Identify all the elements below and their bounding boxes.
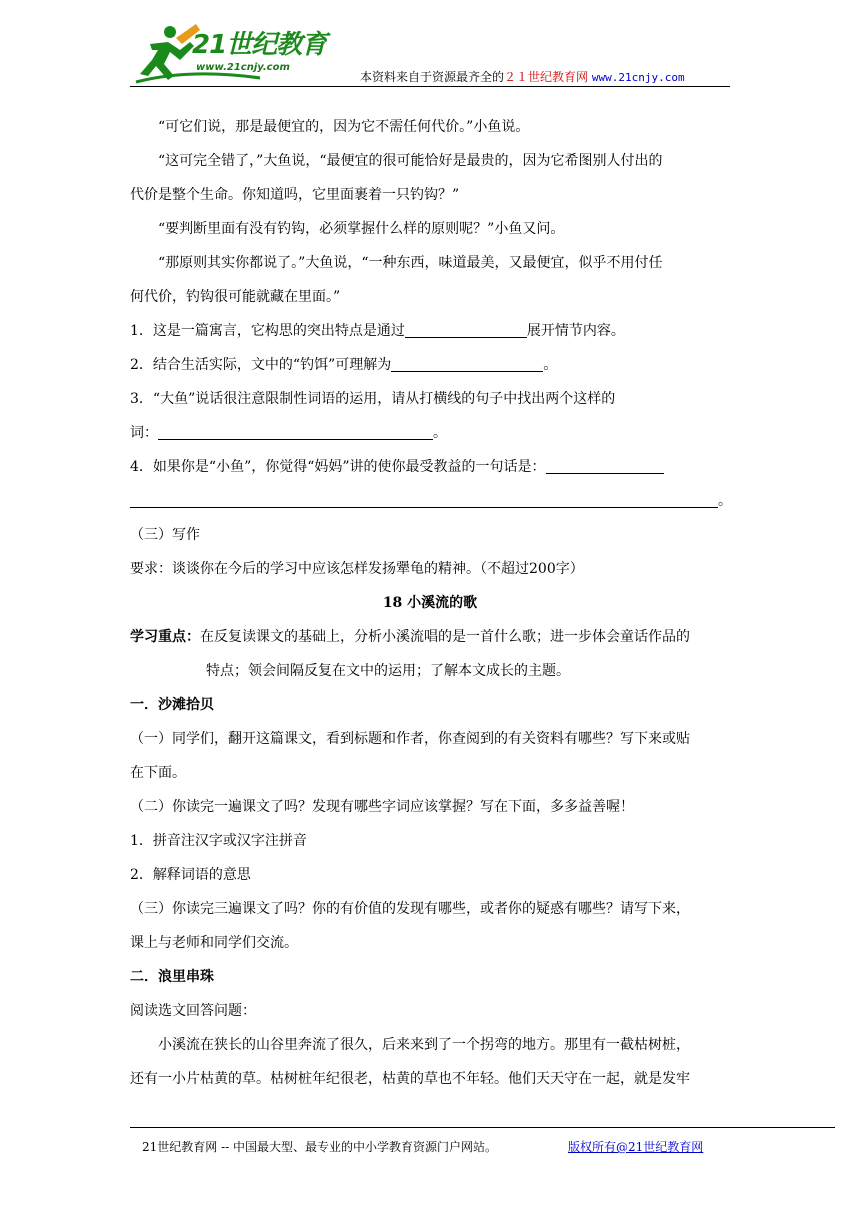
paragraph: “要判断里面有没有钓钩，必须掌握什么样的原则呢？”小鱼又问。 [158, 221, 565, 237]
writing-requirement: 要求：谈谈你在今后的学习中应该怎样发扬犟龟的精神。（不超过200字） [130, 561, 584, 577]
paragraph: 阅读选文回答问题： [130, 1003, 256, 1019]
question-2 [130, 348, 730, 382]
writing-title: （三）写作 [130, 527, 200, 543]
copyright-link[interactable]: 版权所有@21世纪教育网 [568, 1140, 704, 1154]
question-3: 3．“大鱼”说话很注意限制性词语的运用，请从打横线的句子中找出两个这样的 [130, 391, 616, 407]
paragraph: “这可完全错了，”大鱼说，“最便宜的很可能恰好是最贵的，因为它希图别人付出的 [158, 153, 663, 169]
paragraph: （三）你读完三遍课文了吗？你的有价值的发现有哪些，或者你的疑惑有哪些？请写下来， [130, 901, 690, 917]
list-item: 2．解释词语的意思 [130, 867, 251, 883]
study-focus [130, 620, 730, 654]
paragraph: 在下面。 [130, 765, 186, 781]
study-focus-cont: 特点；领会间隔反复在文中的运用；了解本文成长的主题。 [206, 663, 570, 679]
question-4-text: 4．如果你是“小鱼”，你觉得“妈妈”讲的使你最受教益的一句话是： [130, 459, 546, 475]
answer-blank[interactable] [405, 319, 527, 338]
header-note-prefix: 本资料来自于资源最齐全的 [360, 70, 505, 84]
question-2-text: 2．结合生活实际，文中的“钓饵”可理解为 [130, 357, 392, 373]
question-2-tail: 。 [543, 357, 558, 373]
study-focus-label: 学习重点： [130, 629, 200, 645]
section-heading: 一．沙滩拾贝 [130, 697, 214, 713]
question-3-tail: 。 [433, 425, 447, 441]
answer-blank[interactable] [391, 353, 543, 372]
question-3-text: 词： [130, 425, 158, 441]
question-4-tail: 。 [718, 493, 732, 509]
paragraph: “那原则其实你都说了。”大鱼说，“一种东西，味道最美，又最便宜，似乎不用付任 [158, 255, 663, 271]
paragraph: 小溪流在狭长的山谷里奔流了很久，后来来到了一个拐弯的地方。那里有一截枯树桩， [158, 1037, 690, 1053]
paragraph: 课上与老师和同学们交流。 [130, 935, 298, 951]
section-heading: 二．浪里串珠 [130, 969, 214, 985]
page-footer [130, 1127, 835, 1154]
page-header [130, 20, 730, 87]
question-1 [130, 314, 730, 348]
paragraph: 还有一小片枯黄的草。枯树桩年纪很老，枯黄的草也不年轻。他们天天守在一起，就是发牢 [130, 1071, 690, 1087]
header-note-link[interactable]: www.21cnjy.com [591, 71, 685, 84]
list-item: 1．拼音注汉字或汉字注拼音 [130, 833, 307, 849]
lesson-title: 18 小溪流的歌 [382, 595, 478, 611]
answer-blank[interactable] [546, 455, 664, 474]
paragraph: （二）你读完一遍课文了吗？发现有哪些字词应该掌握？写在下面，多多益善喔！ [130, 799, 634, 815]
question-4-cont [130, 484, 730, 518]
answer-blank[interactable] [130, 489, 718, 508]
footer-text: 21世纪教育网 -- 中国最大型、最专业的中小学教育资源门户网站。 [142, 1140, 498, 1154]
question-1-text: 1．这是一篇寓言，它构思的突出特点是通过 [130, 323, 405, 339]
question-4 [130, 450, 730, 484]
paragraph: “可它们说，那是最便宜的，因为它不需任何代价。”小鱼说。 [158, 119, 530, 135]
paragraph: （一）同学们，翻开这篇课文，看到标题和作者，你查阅到的有关资料有哪些？写下来或贴 [130, 731, 690, 747]
paragraph: 代价是整个生命。你知道吗，它里面裹着一只钓钩？” [130, 187, 460, 203]
study-focus-text: 在反复读课文的基础上，分析小溪流唱的是一首什么歌；进一步体会童话作品的 [200, 629, 690, 645]
logo-brand: 21世纪教育 [192, 30, 327, 60]
header-note [360, 68, 685, 85]
answer-blank[interactable] [158, 421, 433, 440]
logo-url: www.21cnjy.com [196, 62, 290, 73]
question-3-cont [130, 416, 730, 450]
header-note-brand: ２１世纪教育网 [504, 70, 589, 84]
question-1-tail: 展开情节内容。 [526, 323, 625, 339]
paragraph: 何代价，钓钩很可能就藏在里面。” [130, 289, 341, 305]
